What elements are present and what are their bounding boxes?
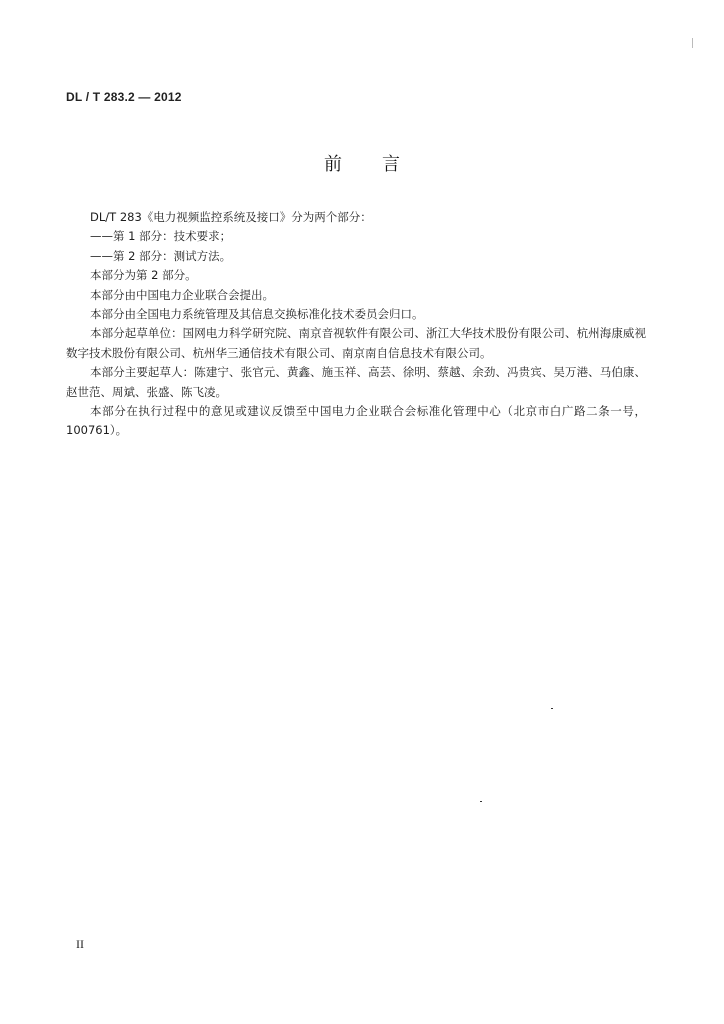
scan-speck xyxy=(480,801,482,802)
paragraph-centralized-by: 本部分由全国电力系统管理及其信息交换标准化技术委员会归口。 xyxy=(90,307,424,322)
list-item-part2: ——第 2 部分：测试方法。 xyxy=(90,248,232,263)
paragraph-proposed-by: 本部分由中国电力企业联合会提出。 xyxy=(90,287,274,302)
paragraph-feedback: 本部分在执行过程中的意见或建议反馈至中国电力企业联合会标准化管理中心（北京市白广路二条一号，100761）。 xyxy=(66,404,646,438)
standard-number-header: DL / T 283.2 — 2012 xyxy=(66,90,182,104)
paragraph-intro: DL/T 283《电力视频监控系统及接口》分为两个部分： xyxy=(90,210,372,224)
paragraph-drafting-units: 本部分起草单位：国网电力科学研究院、南京音视软件有限公司、浙江大华技术股份有限公司、杭州海康威视数字技术股份有限公司、杭州华三通信技术有限公司、南京南自信息技术有限公司。 xyxy=(66,326,646,360)
list-item-part1: ——第 1 部分：技术要求； xyxy=(90,229,232,244)
preface-body xyxy=(66,208,646,441)
page-number: II xyxy=(76,937,84,951)
paragraph-this-part: 本部分为第 2 部分。 xyxy=(90,268,197,283)
paragraph-drafters: 本部分主要起草人：陈建宁、张官元、黄鑫、施玉祥、高芸、徐明、蔡越、余劲、冯贵宾、吴万港、马伯康、赵世范、周斌、张盛、陈飞凌。 xyxy=(66,365,646,399)
page-title: 前言 xyxy=(324,154,440,175)
scan-mark xyxy=(692,38,693,48)
scan-speck xyxy=(551,708,553,709)
